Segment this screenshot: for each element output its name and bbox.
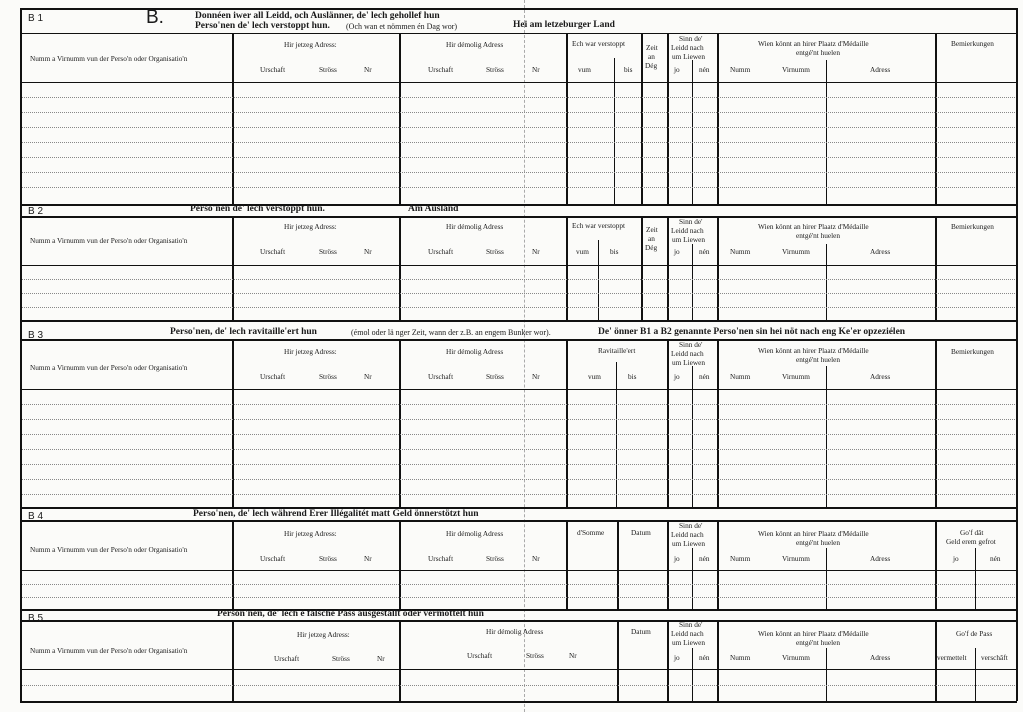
col-medal-firstname: Virnumm [782, 65, 810, 74]
col-old-address: Hir démolig Adress [446, 529, 504, 538]
section-title: De' önner B1 a B2 genannte Perso'nen sin hei nöt nach eng Ke'er opzeziélen [598, 327, 906, 337]
section-title: Perso'nen, de' lech während Erer Illégalitét matt Geld önnerstötzt hun [193, 509, 479, 519]
col-name: Numm a Virnumm vun der Perso'n oder Organisatio'n [30, 363, 188, 372]
col-nr: Nr [364, 554, 372, 563]
col-alive: um Liewen [672, 52, 706, 61]
col-remarks: Bemierkungen [951, 222, 994, 231]
col-to: bis [624, 65, 633, 74]
col-nr: Nr [532, 65, 540, 74]
col-medal: entgé'nt huelen [796, 231, 841, 240]
col-street: Ströss [486, 554, 504, 563]
col-current-address: Hir jetzeg Adress: [284, 222, 337, 231]
col-from: vum [576, 247, 589, 256]
col-money: Geld erem gefrot [946, 537, 996, 546]
col-alive: Sinn de' [679, 340, 703, 349]
col-medal-address: Adress [870, 65, 891, 74]
col-town: Urschaft [260, 247, 286, 256]
section-title: Perso'nen, de' lech ravitaille'ert hun [170, 327, 317, 337]
col-street: Ströss [319, 247, 337, 256]
section-label: B 2 [28, 206, 44, 217]
col-amount: d'Somme [577, 528, 605, 537]
col-nr: Nr [569, 651, 577, 660]
col-to: bis [610, 247, 619, 256]
col-alive: Sinn de' [679, 217, 703, 226]
col-alive: Sinn de' [679, 620, 703, 629]
col-alive: um Liewen [672, 358, 706, 367]
col-time: Dég [645, 243, 658, 252]
section-title: Person'nen, de' lech é falsche Pass ausgestallt oder vermöttelt hun [217, 609, 484, 619]
col-medal-firstname: Virnumm [782, 247, 810, 256]
col-remarks: Bemierkungen [951, 39, 994, 48]
col-no: nén [699, 247, 710, 256]
col-time: Zeit [646, 43, 658, 52]
col-medal: Wien könnt an hirer Plaatz d'Médaille [758, 39, 869, 48]
col-medal: Wien könnt an hirer Plaatz d'Médaille [758, 222, 869, 231]
col-time: an [648, 52, 655, 61]
col-medal-name: Numm [730, 65, 751, 74]
col-street: Ströss [319, 65, 337, 74]
col-medal-address: Adress [870, 372, 891, 381]
col-street: Ströss [486, 372, 504, 381]
col-medal: entgé'nt huelen [796, 638, 841, 647]
section-title: Am Ausland [408, 204, 459, 214]
col-name: Numm a Virnumm vun der Perso'n oder Organisatio'n [30, 236, 188, 245]
col-date: Datum [631, 528, 651, 537]
col-alive: Leidd nach [671, 629, 704, 638]
section-title: Donnéen iwer all Leidd, och Auslänner, de' lech gehollef hun [195, 11, 440, 21]
col-no: nén [699, 554, 710, 563]
col-nr: Nr [377, 654, 385, 663]
col-current-address: Hir jetzeg Adress: [284, 40, 337, 49]
col-medal: Wien könnt an hirer Plaatz d'Médaille [758, 346, 869, 355]
section-label: B 4 [28, 511, 44, 522]
col-medal: Wien könnt an hirer Plaatz d'Médaille [758, 529, 869, 538]
col-medal-firstname: Virnumm [782, 372, 810, 381]
col-town: Urschaft [274, 654, 300, 663]
col-yes: jo [953, 554, 959, 563]
col-nr: Nr [364, 372, 372, 381]
col-medal: entgé'nt huelen [796, 48, 841, 57]
col-medal: entgé'nt huelen [796, 355, 841, 364]
col-street: Ströss [486, 65, 504, 74]
col-current-address: Hir jetzeg Adress: [284, 529, 337, 538]
col-remarks: Bemierkungen [951, 347, 994, 356]
col-town: Urschaft [467, 651, 493, 660]
col-medal-name: Numm [730, 653, 751, 662]
col-to: bis [628, 372, 637, 381]
col-town: Urschaft [260, 372, 286, 381]
section-label: B 1 [28, 13, 44, 24]
col-alive: um Liewen [672, 539, 706, 548]
col-town: Urschaft [260, 554, 286, 563]
col-name: Numm a Virnumm vun der Perso'n oder Organisatio'n [30, 54, 188, 63]
col-alive: Leidd nach [671, 530, 704, 539]
form-letter: B. [146, 7, 164, 28]
col-street: Ströss [319, 554, 337, 563]
col-street: Ströss [526, 651, 544, 660]
col-old-address: Hir démolig Adress [486, 627, 544, 636]
col-alive: Sinn de' [679, 34, 703, 43]
col-old-address: Hir démolig Adress [446, 347, 504, 356]
col-yes: jo [674, 372, 680, 381]
col-old-address: Hir démolig Adress [446, 40, 504, 49]
col-street: Ströss [332, 654, 350, 663]
col-medal-firstname: Virnumm [782, 653, 810, 662]
col-yes: jo [674, 554, 680, 563]
col-nr: Nr [532, 372, 540, 381]
section-title: Hei am letzeburger Land [513, 20, 615, 30]
col-hidden: Ech war verstoppt [572, 221, 626, 230]
col-name: Numm a Virnumm vun der Perso'n oder Organisatio'n [30, 545, 188, 554]
col-from: vum [578, 65, 591, 74]
section-label: B 3 [28, 330, 44, 341]
col-passes: Go'f de Pass [956, 629, 993, 638]
col-old-address: Hir démolig Adress [446, 222, 504, 231]
col-medal-address: Adress [870, 247, 891, 256]
col-alive: Leidd nach [671, 43, 704, 52]
col-provisioned: Ravitaille'ert [598, 346, 636, 355]
col-town: Urschaft [260, 65, 286, 74]
section-label: B 5 [28, 613, 44, 624]
col-medal-name: Numm [730, 247, 751, 256]
col-yes: jo [674, 65, 680, 74]
col-time: an [648, 234, 655, 243]
col-town: Urschaft [428, 247, 454, 256]
col-alive: Sinn de' [679, 521, 703, 530]
col-made: verschâft [981, 653, 1008, 662]
col-medal-name: Numm [730, 554, 751, 563]
col-no: nén [699, 65, 710, 74]
col-money: Go'f dât [960, 528, 984, 537]
col-street: Ströss [319, 372, 337, 381]
col-name: Numm a Virnumm vun der Perso'n oder Organisatio'n [30, 646, 188, 655]
col-alive: um Liewen [672, 638, 706, 647]
col-medal-name: Numm [730, 372, 751, 381]
col-yes: jo [674, 653, 680, 662]
col-town: Urschaft [428, 65, 454, 74]
col-no: nén [699, 653, 710, 662]
section-title: (Och wan et nömmen én Dag wor) [346, 22, 458, 31]
col-medal: entgé'nt huelen [796, 538, 841, 547]
col-from: vum [588, 372, 601, 381]
col-medal: Wien könnt an hirer Plaatz d'Médaille [758, 629, 869, 638]
col-alive: Leidd nach [671, 226, 704, 235]
col-alive: um Liewen [672, 235, 706, 244]
col-nr: Nr [532, 554, 540, 563]
col-medal-address: Adress [870, 554, 891, 563]
col-time: Dég [645, 61, 658, 70]
col-nr: Nr [364, 65, 372, 74]
col-date: Datum [631, 627, 651, 636]
col-alive: Leidd nach [671, 349, 704, 358]
col-time: Zeit [646, 225, 658, 234]
col-nr: Nr [532, 247, 540, 256]
col-town: Urschaft [428, 554, 454, 563]
col-no: nén [990, 554, 1001, 563]
col-no: nén [699, 372, 710, 381]
col-street: Ströss [486, 247, 504, 256]
col-current-address: Hir jetzeg Adress: [297, 630, 350, 639]
col-town: Urschaft [428, 372, 454, 381]
col-hidden: Ech war verstoppt [572, 39, 626, 48]
section-title: Perso'nen de' lech verstoppt hun. [190, 204, 325, 214]
col-medal-address: Adress [870, 653, 891, 662]
fold-line [524, 0, 525, 712]
section-title: Perso'nen de' lech verstoppt hun. [195, 21, 330, 31]
col-issued: vermettelt [937, 653, 967, 662]
col-current-address: Hir jetzeg Adress: [284, 347, 337, 356]
col-nr: Nr [364, 247, 372, 256]
col-yes: jo [674, 247, 680, 256]
col-medal-firstname: Virnumm [782, 554, 810, 563]
section-title: (émol oder lä nger Zeit, wann der z.B. an engem Bunker wor). [351, 328, 551, 337]
